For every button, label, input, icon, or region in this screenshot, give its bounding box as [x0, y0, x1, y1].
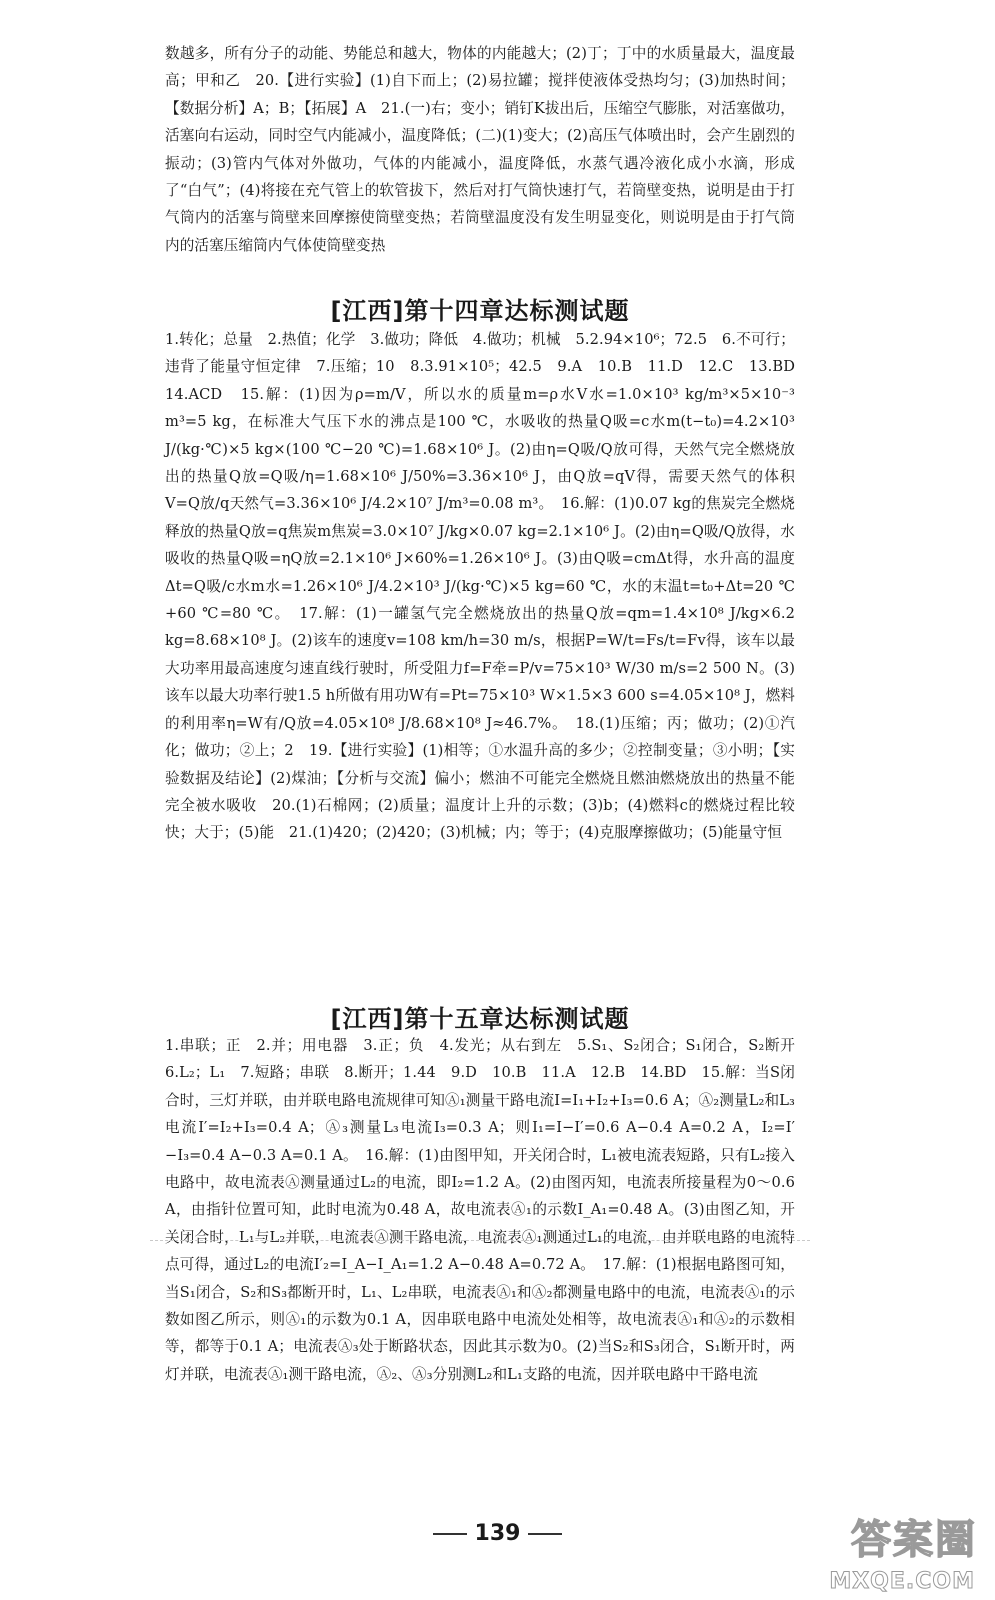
page-number-left-dash: [433, 1533, 467, 1535]
continued-answers-text: 数越多，所有分子的动能、势能总和越大，物体的内能越大；(2)丁；丁中的水质量最大，温度最高；甲和乙 20.【进行实验】(1)自下而上；(2)易拉罐；搅拌使液体受热均匀；(3)加热时间；【数据分析】A；B；【拓展】A 21.(一)右；变小；销钉K拔出后，压缩空气膨胀，对活塞做功，活塞向右运动，同时空气内能减小，温度降低；(二)(1)变大；(2)高压气体喷出时，会产生剧烈的振动；(3)管内气体对外做功，气体的内能减小，温度降低，水蒸气遇冷液化成小水滴，形成了“白气”；(4)将接在充气管上的软管拔下，然后对打气筒快速打气，若筒壁变热，说明是由于打气筒内的活塞与筒壁来回摩擦使筒壁变热；若筒壁温度没有发生明显变化，则说明是由于打气筒内的活塞压缩筒内气体使筒壁变热: [165, 45, 795, 254]
watermark-site-text: MXQE.COM: [829, 1569, 975, 1594]
section-14-answers: [165, 326, 810, 847]
page-number-right-dash: [528, 1533, 562, 1535]
section-14-title: [江西]第十四章达标测试题: [330, 297, 630, 325]
scan-fold-line: [150, 1240, 810, 1241]
site-watermark: [797, 1508, 977, 1594]
section-15-title: [江西]第十五章达标测试题: [330, 1005, 630, 1033]
section-15-answers-text: 1.串联；正 2.并；用电器 3.正；负 4.发光；从右到左 5.S₁、S₂闭合；S₁闭合，S₂断开 6.L₂；L₁ 7.短路；串联 8.断开；1.44 9.D 10.B 11.A 12.B 14.BD 15.解：当S闭合时，三灯并联，由并联电路电流规律可知Ⓐ₁测量干路电流I=I₁+I₂+I₃=0.6 A；Ⓐ₂测量L₂和L₃电流I′=I₂+I₃=0.4 A；Ⓐ₃测量L₃电流I₃=0.3 A；则I₁=I−I′=0.6 A−0.4 A=0.2 A，I₂=I′−I₃=0.4 A−0.3 A=0.1 A。 16.解：(1)由图甲知，开关闭合时，L₁被电流表短路，只有L₂接入电路中，故电流表Ⓐ测量通过L₂的电流，即I₂=1.2 A。(2)由图丙知，电流表所接量程为0～0.6 A，由指针位置可知，此时电流为0.48 A，故电流表Ⓐ₁的示数I_A₁=0.48 A。(3)由图乙知，开关闭合时，L₁与L₂并联，电流表Ⓐ测干路电流，电流表Ⓐ₁测通过L₁的电流，由并联电路的电流特点可得，通过L₂的电流I′₂=I_A−I_A₁=1.2 A−0.48 A=0.72 A。 17.解：(1)根据电路图可知，当S₁闭合，S₂和S₃都断开时，L₁、L₂串联，电流表Ⓐ₁和Ⓐ₂都测量电路中的电流，电流表Ⓐ₁的示数如图乙所示，则Ⓐ₁的示数为0.1 A，因串联电路中电流处处相等，故电流表Ⓐ₁和Ⓐ₂的示数相等，都等于0.1 A；电流表Ⓐ₃处于断路状态，因此其示数为0。(2)当S₂和S₃闭合，S₁断开时，两灯并联，电流表Ⓐ₁测干路电流，Ⓐ₂、Ⓐ₃分别测L₂和L₁支路的电流，因并联电路中干路电流: [165, 1037, 810, 1383]
page-number-value: 139: [474, 1521, 521, 1546]
watermark-logo-text: 答案圈: [851, 1517, 977, 1563]
section-14-answers-text: 1.转化；总量 2.热值；化学 3.做功；降低 4.做功；机械 5.2.94×10⁶；72.5 6.不可行；违背了能量守恒定律 7.压缩；10 8.3.91×10⁵；42.5 9.A 10.B 11.D 12.C 13.BD 14.ACD 15.解：(1)因为ρ=m/V，所以水的质量m=ρ水V水=1.0×10³ kg/m³×5×10⁻³ m³=5 kg，在标准大气压下水的沸点是100 ℃，水吸收的热量Q吸=c水m(t−t₀)=4.2×10³ J/(kg·℃)×5 kg×(100 ℃−20 ℃)=1.68×10⁶ J。(2)由η=Q吸/Q放可得，天然气完全燃烧放出的热量Q放=Q吸/η=1.68×10⁶ J/50%=3.36×10⁶ J，由Q放=qV得，需要天然气的体积V=Q放/q天然气=3.36×10⁶ J/4.2×10⁷ J/m³=0.08 m³。 16.解：(1)0.07 kg的焦炭完全燃烧释放的热量Q放=q焦炭m焦炭=3.0×10⁷ J/kg×0.07 kg=2.1×10⁶ J。(2)由η=Q吸/Q放得，水吸收的热量Q吸=ηQ放=2.1×10⁶ J×60%=1.26×10⁶ J。(3)由Q吸=cmΔt得，水升高的温度Δt=Q吸/c水m水=1.26×10⁶ J/4.2×10³ J/(kg·℃)×5 kg=60 ℃，水的末温t=t₀+Δt=20 ℃+60 ℃=80 ℃。 17.解：(1)一罐氢气完全燃烧放出的热量Q放=qm=1.4×10⁸ J/kg×6.2 kg=8.68×10⁸ J。(2)该车的速度v=108 km/h=30 m/s，根据P=W/t=Fs/t=Fv得，该车以最大功率用最高速度匀速直线行驶时，所受阻力f=F牵=P/v=75×10³ W/30 m/s=2 500 N。(3)该车以最大功率行驶1.5 h所做有用功W有=Pt=75×10³ W×1.5×3 600 s=4.05×10⁸ J，燃料的利用率η=W有/Q放=4.05×10⁸ J/8.68×10⁸ J≈46.7%。 18.(1)压缩；丙；做功；(2)①汽化；做功；②上；2 19.【进行实验】(1)相等；①水温升高的多少；②控制变量；③小明；【实验数据及结论】(2)煤油；【分析与交流】偏小；燃油不可能完全燃烧且燃油燃烧放出的热量不能完全被水吸收 20.(1)石棉网；(2)质量；温度计上升的示数；(3)b；(4)燃料c的燃烧过程比较快；大于；(5)能 21.(1)420；(2)420；(3)机械；内；等于；(4)克服摩擦做功；(5)能量守恒: [165, 331, 810, 842]
continued-answers: [165, 40, 795, 259]
section-15-answers: [165, 1032, 810, 1388]
